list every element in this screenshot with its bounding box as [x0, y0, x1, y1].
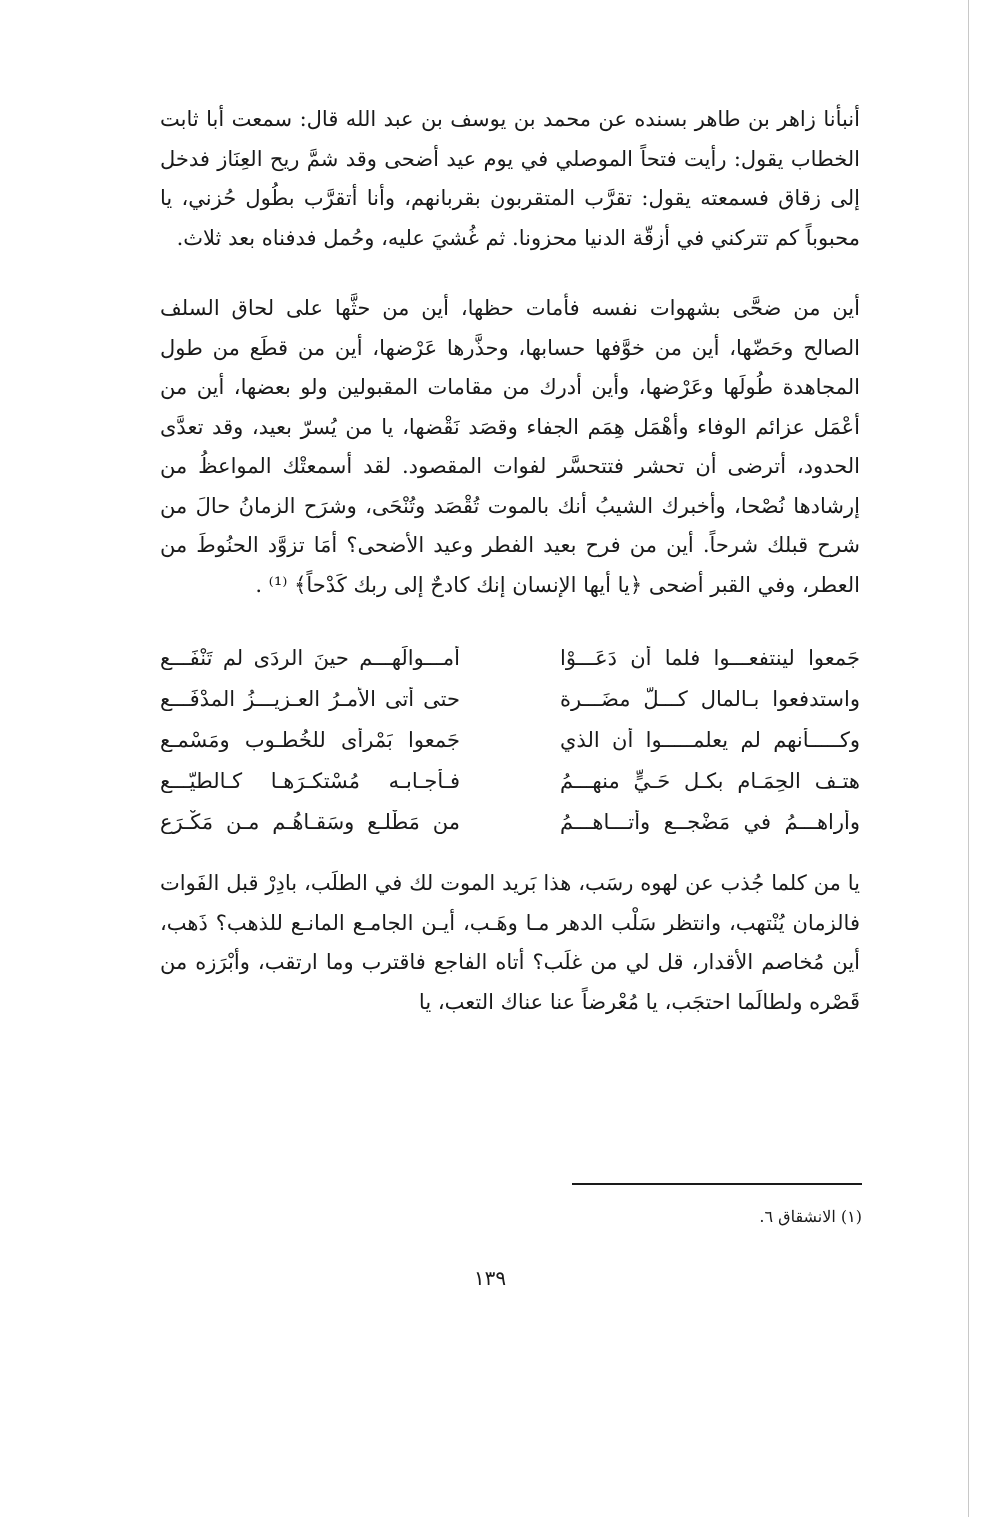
poem-first-hemistich: هتـف الحِمَـام بكـل حَـيٍّ منهـــمُ — [560, 768, 860, 793]
poem-line — [160, 637, 860, 678]
paragraph-closing: يا من كلما جُذب عن لهوه رسَب، هذا بَريد الموت لك في الطلَب، بادِرْ قبل الفَوات فالزمان يُنْتهب، وانتظر سَلْب الدهر مـا وهَـب، أيـن الجامـع المانـع للذهب؟ ذَهب، أين مُخاصم الأقدار، قل لي من غلَب؟ أتاه الفاجع فاقترب وما ارتقب، وأبْرَزه من قَصْره ولطالَما احتجَب، يا مُعْرضاً عنا عناك التعب، يا — [160, 871, 860, 1014]
paragraph-exhortation: أين من ضحَّى بشهوات نفسه فأمات حظها، أين من حثَّها على لحاق السلف الصالح وحَضّها، أين من خوَّفها حسابها، وحذَّرها عَرْضها، أين من قطَع من طول المجاهدة طُولَها وعَرْضها، وأين أدرك من مقامات المقبولين ولو بعضها، أين من أعْمَل عزائم الوفاء وأهْمَل هِمَم الجفاء وقصَد نَقْضها، يا من يُسرّ بعيد، وقد تعدَّى الحدود، أترضى أن تحشر فتتحسَّر لفوات المقصود. لقد أسمعتْك المواعظُ من إرشادها نُصْحا، وأخبرك الشيبُ أنك بالموت تُقْصَد وتُنْحَى، وشرَح الزمانُ حالَ من شرح قبلك شرحاً. أين من فرح بعيد الفطر وعيد الأضحى؟ أمَا تزوَّد الحنُوطَ من العطر، وفي القبر أضحى ﴿يا أيها الإنسان إنك كادحٌ إلى ربك كَدْحاً﴾ ⁽¹⁾ . — [160, 296, 860, 597]
page-body — [160, 100, 860, 1022]
poem-first-hemistich: وأراهـــمُ في مَضْجــع وأتـــاهـــمُ — [560, 809, 860, 834]
poem-first-hemistich: وكـــــأنهم لم يعلمـــــوا أن الذي — [560, 727, 860, 752]
poem-second-hemistich: فـأجـابـه مُسْتكـرَهـا كـالطيّـــع — [160, 768, 460, 793]
poem-first-hemistich: واستدفعوا بـالمال كـــلَّ مضَـــرة — [560, 686, 860, 711]
paragraph-narration: أنبأنا زاهر بن طاهر بسنده عن محمد بن يوسف بن عبد الله قال: سمعت أبا ثابت الخطاب يقول: رأيت فتحاً الموصلي في يوم عيد أضحى وقد شمَّ ريح العِنَاز فدخل إلى زقاق فسمعته يقول: تقرَّب المتقربون بقربانهم، وأنا أتقرَّب بطُول حُزني، يا محبوباً كم تتركني في أزقّة الدنيا محزونا. ثم غُشيَ عليه، وحُمل فدفناه بعد ثلاث. — [160, 107, 860, 250]
poem-second-hemistich: حتى أتى الأمـرُ العـزيـــزُ المدْفَـــع — [160, 686, 460, 711]
poem-line — [160, 760, 860, 801]
poem-first-hemistich: جَمعوا لينتفعـــوا فلما أن دَعَـــوْا — [560, 645, 860, 670]
poem-second-hemistich: من مَطْلـع وسَقـاهُـم مـن مَكْـرَع — [160, 809, 460, 834]
scan-edge-line — [968, 0, 969, 1517]
poem-second-hemistich: جَمعوا بَمْرأى للخُطـوب ومَسْمـع — [160, 727, 460, 752]
page-number: ١٣٩ — [473, 1266, 507, 1290]
poem-line — [160, 801, 860, 842]
poem-line — [160, 719, 860, 760]
poem-line — [160, 678, 860, 719]
footnote: (١) الانشقاق ٦. — [759, 1207, 862, 1226]
poem — [160, 637, 860, 842]
footnote-divider — [572, 1183, 862, 1185]
poem-second-hemistich: أمـــوالَهـــم حينَ الردَى لم تَنْفَـــع — [160, 645, 460, 670]
